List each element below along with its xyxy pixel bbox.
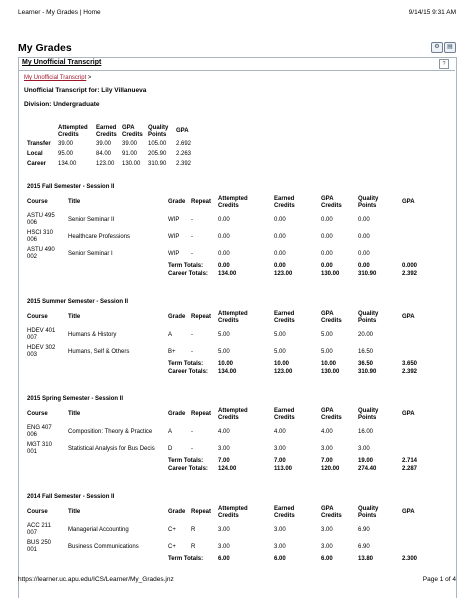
term-totals-label: Term Totals:	[168, 361, 204, 367]
course-grade: C+	[168, 527, 176, 533]
course-gpa-credits: 3.00	[321, 446, 333, 452]
col-header-course: Course	[27, 411, 48, 417]
term-totals-gpa: 2.300	[402, 556, 418, 562]
term-totals-attempted: 0.00	[218, 263, 230, 269]
summary-header: GPA Credits	[122, 125, 143, 138]
course-attempted: 3.00	[218, 527, 230, 533]
col-header-grade: Grade	[168, 199, 186, 205]
breadcrumb-separator: >	[87, 75, 92, 81]
course-repeat: -	[191, 251, 193, 257]
summary-cell: 123.00	[96, 161, 115, 167]
course-earned: 3.00	[274, 446, 286, 452]
course-gpa-credits: 0.00	[321, 217, 333, 223]
career-totals-earned: 123.00	[274, 271, 293, 277]
course-grade: B+	[168, 349, 176, 355]
col-header-gpa-credits: GPA Credits	[321, 196, 342, 209]
term-totals-label: Term Totals:	[168, 458, 204, 464]
term-totals-quality: 13.80	[358, 556, 374, 562]
panel-header	[18, 57, 455, 71]
course-title: Composition: Theory & Practice	[68, 429, 153, 435]
footer-url: https://learner.uc.apu.edu/ICS/Learner/My_Grades.jnz	[18, 576, 174, 583]
term-totals-label: Term Totals:	[168, 263, 204, 269]
term-totals-label: Term Totals:	[168, 556, 204, 562]
career-totals-attempted: 134.00	[218, 271, 237, 277]
col-header-grade: Grade	[168, 411, 186, 417]
course-grade: WIP	[168, 217, 180, 223]
col-header-earned: Earned Credits	[274, 311, 295, 324]
course-title: Statistical Analysis for Bus Decis	[68, 446, 155, 452]
page-title: My Grades	[18, 42, 72, 54]
course-earned: 3.00	[274, 527, 286, 533]
career-totals-gpa: 2.392	[402, 271, 418, 277]
course-title: Humans, Self & Others	[68, 349, 130, 355]
course-attempted: 5.00	[218, 349, 230, 355]
term-totals-attempted: 6.00	[218, 556, 230, 562]
col-header-title: Title	[68, 509, 81, 515]
course-code: BUS 250 001	[27, 540, 52, 553]
course-grade: D	[168, 446, 173, 452]
col-header-gpa: GPA	[402, 199, 415, 205]
col-header-earned: Earned Credits	[274, 196, 295, 209]
course-attempted: 3.00	[218, 446, 230, 452]
print-header-datetime: 9/14/15 9:31 AM	[408, 9, 456, 16]
course-gpa-credits: 0.00	[321, 234, 333, 240]
term-totals-earned: 0.00	[274, 263, 286, 269]
summary-row-label: Career	[27, 161, 47, 167]
footer-page: Page 1 of 4	[422, 576, 456, 583]
course-code: ASTU 490 002	[27, 247, 55, 260]
division-label: Division: Undergraduate	[24, 101, 100, 108]
course-title: Business Communications	[68, 544, 139, 550]
course-quality: 16.00	[358, 429, 374, 435]
summary-header: GPA	[176, 128, 189, 134]
col-header-course: Course	[27, 314, 48, 320]
col-header-repeat: Repeat	[191, 314, 212, 320]
course-code: ACC 211 007	[27, 523, 51, 536]
summary-row-label: Local	[27, 151, 43, 157]
col-header-repeat: Repeat	[191, 509, 212, 515]
career-totals-gpa-credits: 130.00	[321, 369, 340, 375]
term-totals-quality: 36.50	[358, 361, 374, 367]
summary-header: Quality Points	[148, 125, 169, 138]
course-repeat: -	[191, 332, 193, 338]
course-code: HDEV 401 007	[27, 328, 56, 341]
summary-cell: 39.00	[96, 141, 112, 147]
col-header-title: Title	[68, 314, 81, 320]
col-header-gpa: GPA	[402, 509, 415, 515]
summary-header: Earned Credits	[96, 125, 117, 138]
term-totals-attempted: 10.00	[218, 361, 234, 367]
course-earned: 5.00	[274, 332, 286, 338]
col-header-gpa: GPA	[402, 314, 415, 320]
col-header-repeat: Repeat	[191, 199, 212, 205]
course-quality: 6.90	[358, 544, 370, 550]
course-grade: WIP	[168, 234, 180, 240]
career-totals-attempted: 124.00	[218, 466, 237, 472]
course-grade: WIP	[168, 251, 180, 257]
col-header-gpa-credits: GPA Credits	[321, 506, 342, 519]
term-heading: 2015 Spring Semester - Session II	[27, 396, 124, 402]
course-grade: A	[168, 429, 173, 435]
term-totals-gpa-credits: 6.00	[321, 556, 333, 562]
course-grade: A	[168, 332, 173, 338]
col-header-quality: Quality Points	[358, 506, 379, 519]
course-title: Senior Seminar II	[68, 217, 115, 223]
term-totals-quality: 0.00	[358, 263, 370, 269]
col-header-attempted: Attempted Credits	[218, 311, 248, 324]
breadcrumb	[24, 75, 91, 82]
summary-cell: 39.00	[58, 141, 74, 147]
course-gpa-credits: 4.00	[321, 429, 333, 435]
term-totals-attempted: 7.00	[218, 458, 230, 464]
summary-cell: 91.00	[122, 151, 138, 157]
course-quality: 0.00	[358, 251, 370, 257]
course-quality: 0.00	[358, 234, 370, 240]
course-repeat: -	[191, 349, 193, 355]
course-earned: 0.00	[274, 217, 286, 223]
career-totals-earned: 123.00	[274, 369, 293, 375]
summary-cell: 39.00	[122, 141, 138, 147]
term-totals-gpa: 3.650	[402, 361, 418, 367]
col-header-quality: Quality Points	[358, 311, 379, 324]
col-header-attempted: Attempted Credits	[218, 196, 248, 209]
col-header-gpa: GPA	[402, 411, 415, 417]
course-gpa-credits: 3.00	[321, 527, 333, 533]
transcript-for: Unofficial Transcript for: Lily Villanueva	[24, 87, 147, 94]
panel-title[interactable]: My Unofficial Transcript	[22, 59, 102, 66]
summary-cell: 130.00	[122, 161, 141, 167]
course-code: HSCI 310 006	[27, 230, 54, 243]
course-gpa-credits: 5.00	[321, 332, 333, 338]
career-totals-label: Career Totals:	[168, 466, 208, 472]
course-code: HDEV 302 003	[27, 345, 56, 358]
col-header-attempted: Attempted Credits	[218, 408, 248, 421]
col-header-course: Course	[27, 509, 48, 515]
col-header-grade: Grade	[168, 314, 186, 320]
career-totals-gpa: 2.392	[402, 369, 418, 375]
col-header-gpa-credits: GPA Credits	[321, 311, 342, 324]
course-title: Humans & History	[68, 332, 117, 338]
course-repeat: -	[191, 446, 193, 452]
summary-cell: 310.90	[148, 161, 167, 167]
course-attempted: 3.00	[218, 544, 230, 550]
summary-cell: 84.00	[96, 151, 112, 157]
course-title: Managerial Accounting	[68, 527, 129, 533]
col-header-title: Title	[68, 199, 81, 205]
course-attempted: 4.00	[218, 429, 230, 435]
course-quality: 3.00	[358, 446, 370, 452]
summary-cell: 2.392	[176, 161, 192, 167]
col-header-gpa-credits: GPA Credits	[321, 408, 342, 421]
course-earned: 5.00	[274, 349, 286, 355]
course-gpa-credits: 5.00	[321, 349, 333, 355]
course-earned: 0.00	[274, 234, 286, 240]
course-code: MGT 310 001	[27, 442, 52, 455]
course-repeat: -	[191, 429, 193, 435]
col-header-earned: Earned Credits	[274, 408, 295, 421]
term-totals-gpa-credits: 10.00	[321, 361, 337, 367]
term-totals-gpa: 0.000	[402, 263, 418, 269]
col-header-attempted: Attempted Credits	[218, 506, 248, 519]
course-title: Senior Seminar I	[68, 251, 113, 257]
summary-cell: 95.00	[58, 151, 74, 157]
course-repeat: R	[191, 544, 196, 550]
course-attempted: 0.00	[218, 234, 230, 240]
term-totals-earned: 10.00	[274, 361, 290, 367]
course-grade: C+	[168, 544, 176, 550]
course-quality: 0.00	[358, 217, 370, 223]
help-icon[interactable]: ?	[439, 59, 449, 69]
term-totals-gpa-credits: 7.00	[321, 458, 333, 464]
term-totals-gpa: 2.714	[402, 458, 418, 464]
career-totals-attempted: 134.00	[218, 369, 237, 375]
term-heading: 2015 Summer Semester - Session II	[27, 299, 129, 305]
career-totals-label: Career Totals:	[168, 271, 208, 277]
course-earned: 3.00	[274, 544, 286, 550]
career-totals-earned: 113.00	[274, 466, 293, 472]
term-totals-earned: 7.00	[274, 458, 286, 464]
course-earned: 4.00	[274, 429, 286, 435]
course-quality: 6.90	[358, 527, 370, 533]
course-repeat: -	[191, 217, 193, 223]
course-code: ASTU 495 006	[27, 213, 55, 226]
course-quality: 16.50	[358, 349, 374, 355]
course-title: Healthcare Professions	[68, 234, 131, 240]
course-gpa-credits: 0.00	[321, 251, 333, 257]
term-totals-earned: 6.00	[274, 556, 286, 562]
settings-icon[interactable]: ⚙	[431, 42, 443, 53]
summary-row-label: Transfer	[27, 141, 51, 147]
breadcrumb-link[interactable]: My Unofficial Transcript	[24, 75, 87, 81]
course-repeat: R	[191, 527, 196, 533]
course-repeat: -	[191, 234, 193, 240]
summary-cell: 205.90	[148, 151, 167, 157]
summary-cell: 134.00	[58, 161, 77, 167]
career-totals-quality: 274.40	[358, 466, 377, 472]
course-code: ENG 407 006	[27, 425, 52, 438]
summary-cell: 2.263	[176, 151, 192, 157]
term-heading: 2014 Fall Semester - Session II	[27, 494, 115, 500]
col-header-course: Course	[27, 199, 48, 205]
col-header-repeat: Repeat	[191, 411, 212, 417]
col-header-quality: Quality Points	[358, 408, 379, 421]
term-totals-gpa-credits: 0.00	[321, 263, 333, 269]
col-header-quality: Quality Points	[358, 196, 379, 209]
course-attempted: 5.00	[218, 332, 230, 338]
course-gpa-credits: 3.00	[321, 544, 333, 550]
summary-header: Attempted Credits	[58, 125, 88, 138]
course-attempted: 0.00	[218, 217, 230, 223]
course-attempted: 0.00	[218, 251, 230, 257]
course-quality: 20.00	[358, 332, 374, 338]
col-header-grade: Grade	[168, 509, 186, 515]
career-totals-quality: 310.90	[358, 271, 377, 277]
col-header-earned: Earned Credits	[274, 506, 295, 519]
course-earned: 0.00	[274, 251, 286, 257]
career-totals-quality: 310.90	[358, 369, 377, 375]
summary-cell: 2.692	[176, 141, 192, 147]
term-totals-quality: 19.00	[358, 458, 374, 464]
col-header-title: Title	[68, 411, 81, 417]
summary-cell: 105.00	[148, 141, 167, 147]
print-icon[interactable]: ▤	[444, 42, 456, 53]
print-header-title: Learner - My Grades | Home	[18, 9, 101, 16]
career-totals-gpa-credits: 130.00	[321, 271, 340, 277]
career-totals-gpa-credits: 120.00	[321, 466, 340, 472]
term-heading: 2015 Fall Semester - Session II	[27, 184, 115, 190]
career-totals-gpa: 2.287	[402, 466, 418, 472]
career-totals-label: Career Totals:	[168, 369, 208, 375]
